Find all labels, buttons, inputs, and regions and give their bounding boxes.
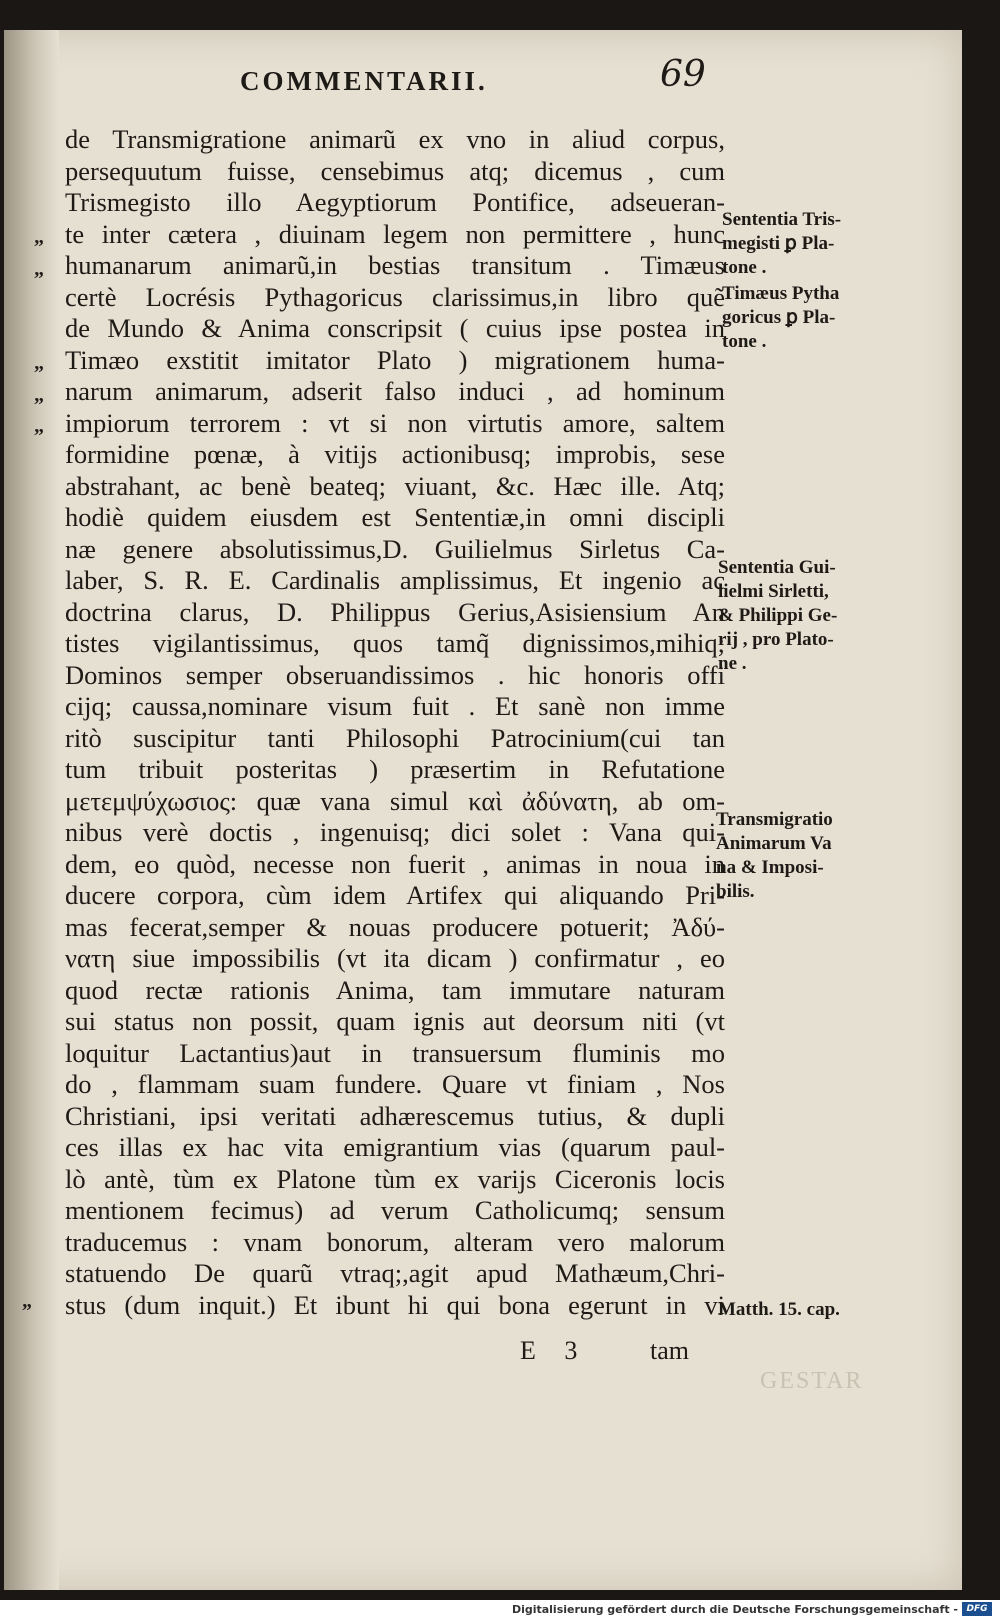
margin-note-matthew: Matth. 15. cap.	[718, 1299, 840, 1320]
text-line: lò antè, tùm ex Platone tùm ex varijs Ciceronis locis	[65, 1163, 725, 1194]
text-line: Timæo exstitit imitator Plato ) migrationem huma-	[65, 344, 725, 375]
text-line: tum tribuit posteritas ) præsertim in Refutatione	[65, 754, 725, 784]
quotation-mark: „	[22, 1290, 31, 1312]
text-line: ritò suscipitur tanti Philosophi Patrocinium(cui tan	[65, 722, 725, 753]
text-line: humanarum animarũ,in bestias transitum . Timæus	[65, 250, 725, 280]
text-line: narum animarum, adserit falso induci , ad hominum	[65, 376, 725, 406]
quotation-mark: „	[34, 352, 43, 374]
quotation-mark: „	[34, 258, 43, 280]
text-line: ducere corpora, cùm idem Artifex qui aliquando Pri-	[65, 880, 725, 910]
text-line: impiorum terrorem : vt si non virtutis amore, saltem	[65, 407, 725, 438]
quotation-mark: „	[34, 226, 43, 248]
funding-credit: Digitalisierung gefördert durch die Deutsche Forschungsgemeinschaft -	[511, 1603, 958, 1616]
text-line: traducemus : vnam bonorum, alteram vero malorum	[65, 1226, 725, 1257]
text-line: tistes vigilantissimus, quos tamq̃ dignissimos,mihiq;	[65, 628, 725, 658]
signature-mark: E 3	[520, 1336, 578, 1365]
body-text	[65, 124, 725, 1321]
bleed-through-text: GESTAR	[760, 1368, 864, 1394]
text-line: næ genere absolutissimus,D. Guilielmus Sirletus Ca-	[65, 533, 725, 564]
text-line: mentionem fecimus) ad verum Catholicumq; sensum	[65, 1195, 725, 1225]
text-line: mas fecerat,semper & nouas producere potuerit; Ἀδύ-	[65, 911, 725, 942]
text-line: de Mundo & Anima conscripsit ( cuius ipse postea in	[65, 313, 725, 343]
quotation-mark: „	[34, 415, 43, 437]
text-line: hodiè quidem eiusdem est Sententiæ,in omni discipli	[65, 502, 725, 532]
text-line: Trismegisto illo Aegyptiorum Pontifice, adseueran-	[65, 187, 725, 217]
text-line: quod rectæ rationis Anima, tam immutare naturam	[65, 974, 725, 1005]
margin-note-timaeus: Timæus Pytha goricus ꝑ Pla- tone .	[722, 283, 840, 352]
catchword: tam	[650, 1336, 689, 1365]
text-line: loquitur Lactantius)aut in transuersum fluminis mo	[65, 1037, 725, 1068]
text-line: cijq; caussa,nominare visum fuit . Et sanè non imme	[65, 691, 725, 721]
text-line: certè Locrésis Pythagoricus clarissimus,in libro quẽ	[65, 281, 725, 312]
dfg-logo: DFG	[962, 1602, 992, 1616]
text-line: ces illas ex hac vita emigrantium vias (quarum paul-	[65, 1132, 725, 1162]
text-line: nibus verè doctis , ingenuisq; dici solet : Vana qui-	[65, 817, 725, 847]
text-line: Dominos semper obseruandissimos . hic honoris offi	[65, 659, 725, 690]
text-line: doctrina clarus, D. Philippus Gerius,Asisiensium An	[65, 596, 725, 627]
margin-note-trismegistus: Sententia Tris- megisti ꝑ Pla- tone .	[722, 209, 842, 278]
margin-note-sirletus: Sententia Gui- lielmi Sirletti, & Philippi Ge- rij , pro Plato- ne .	[718, 557, 838, 674]
text-line: stus (dum inquit.) Et ibunt hi qui bona egerunt in vi	[65, 1289, 725, 1320]
text-line: formidine pœnæ, à vitijs actionibusq; improbis, sese	[65, 439, 725, 469]
page-number: 69	[660, 54, 706, 95]
text-line: μετεμψύχωσιος: quæ vana simul καὶ ἀδύνατη, ab om-	[65, 785, 725, 816]
text-line: dem, eo quòd, necesse non fuerit , animas in noua in	[65, 848, 725, 879]
text-line: do , flammam suam fundere. Quare vt finiam , Nos	[65, 1069, 725, 1099]
quotation-mark: „	[34, 384, 43, 406]
text-line: de Transmigratione animarũ ex vno in aliud corpus,	[65, 124, 725, 154]
text-line: νατη siue impossibilis (vt ita dicam ) confirmatur , eo	[65, 943, 725, 973]
text-line: persequutum fuisse, censebimus atq; dicemus , cum	[65, 155, 725, 186]
text-line: te inter cætera , diuinam legem non permittere , hunc	[65, 218, 725, 249]
text-line: sui status non possit, quam ignis aut deorsum niti (vt	[65, 1006, 725, 1036]
margin-note-transmigratio: Transmigratio Animarum Va na & Imposi- bilis.	[716, 809, 833, 902]
footer-bar	[0, 1600, 1000, 1620]
text-line: laber, S. R. E. Cardinalis amplissimus, Et ingenio ac	[65, 565, 725, 595]
text-line: statuendo De quarũ vtraq;,agit apud Mathæum,Chri-	[65, 1258, 725, 1288]
page-gutter-shadow	[4, 30, 59, 1590]
running-head: COMMENTARII.	[240, 66, 488, 96]
page-header	[240, 54, 720, 100]
text-line: Christiani, ipsi veritati adhærescemus tutius, & dupli	[65, 1100, 725, 1131]
text-line: abstrahant, ac benè beateq; viuant, &c. Hæc ille. Atq;	[65, 470, 725, 501]
